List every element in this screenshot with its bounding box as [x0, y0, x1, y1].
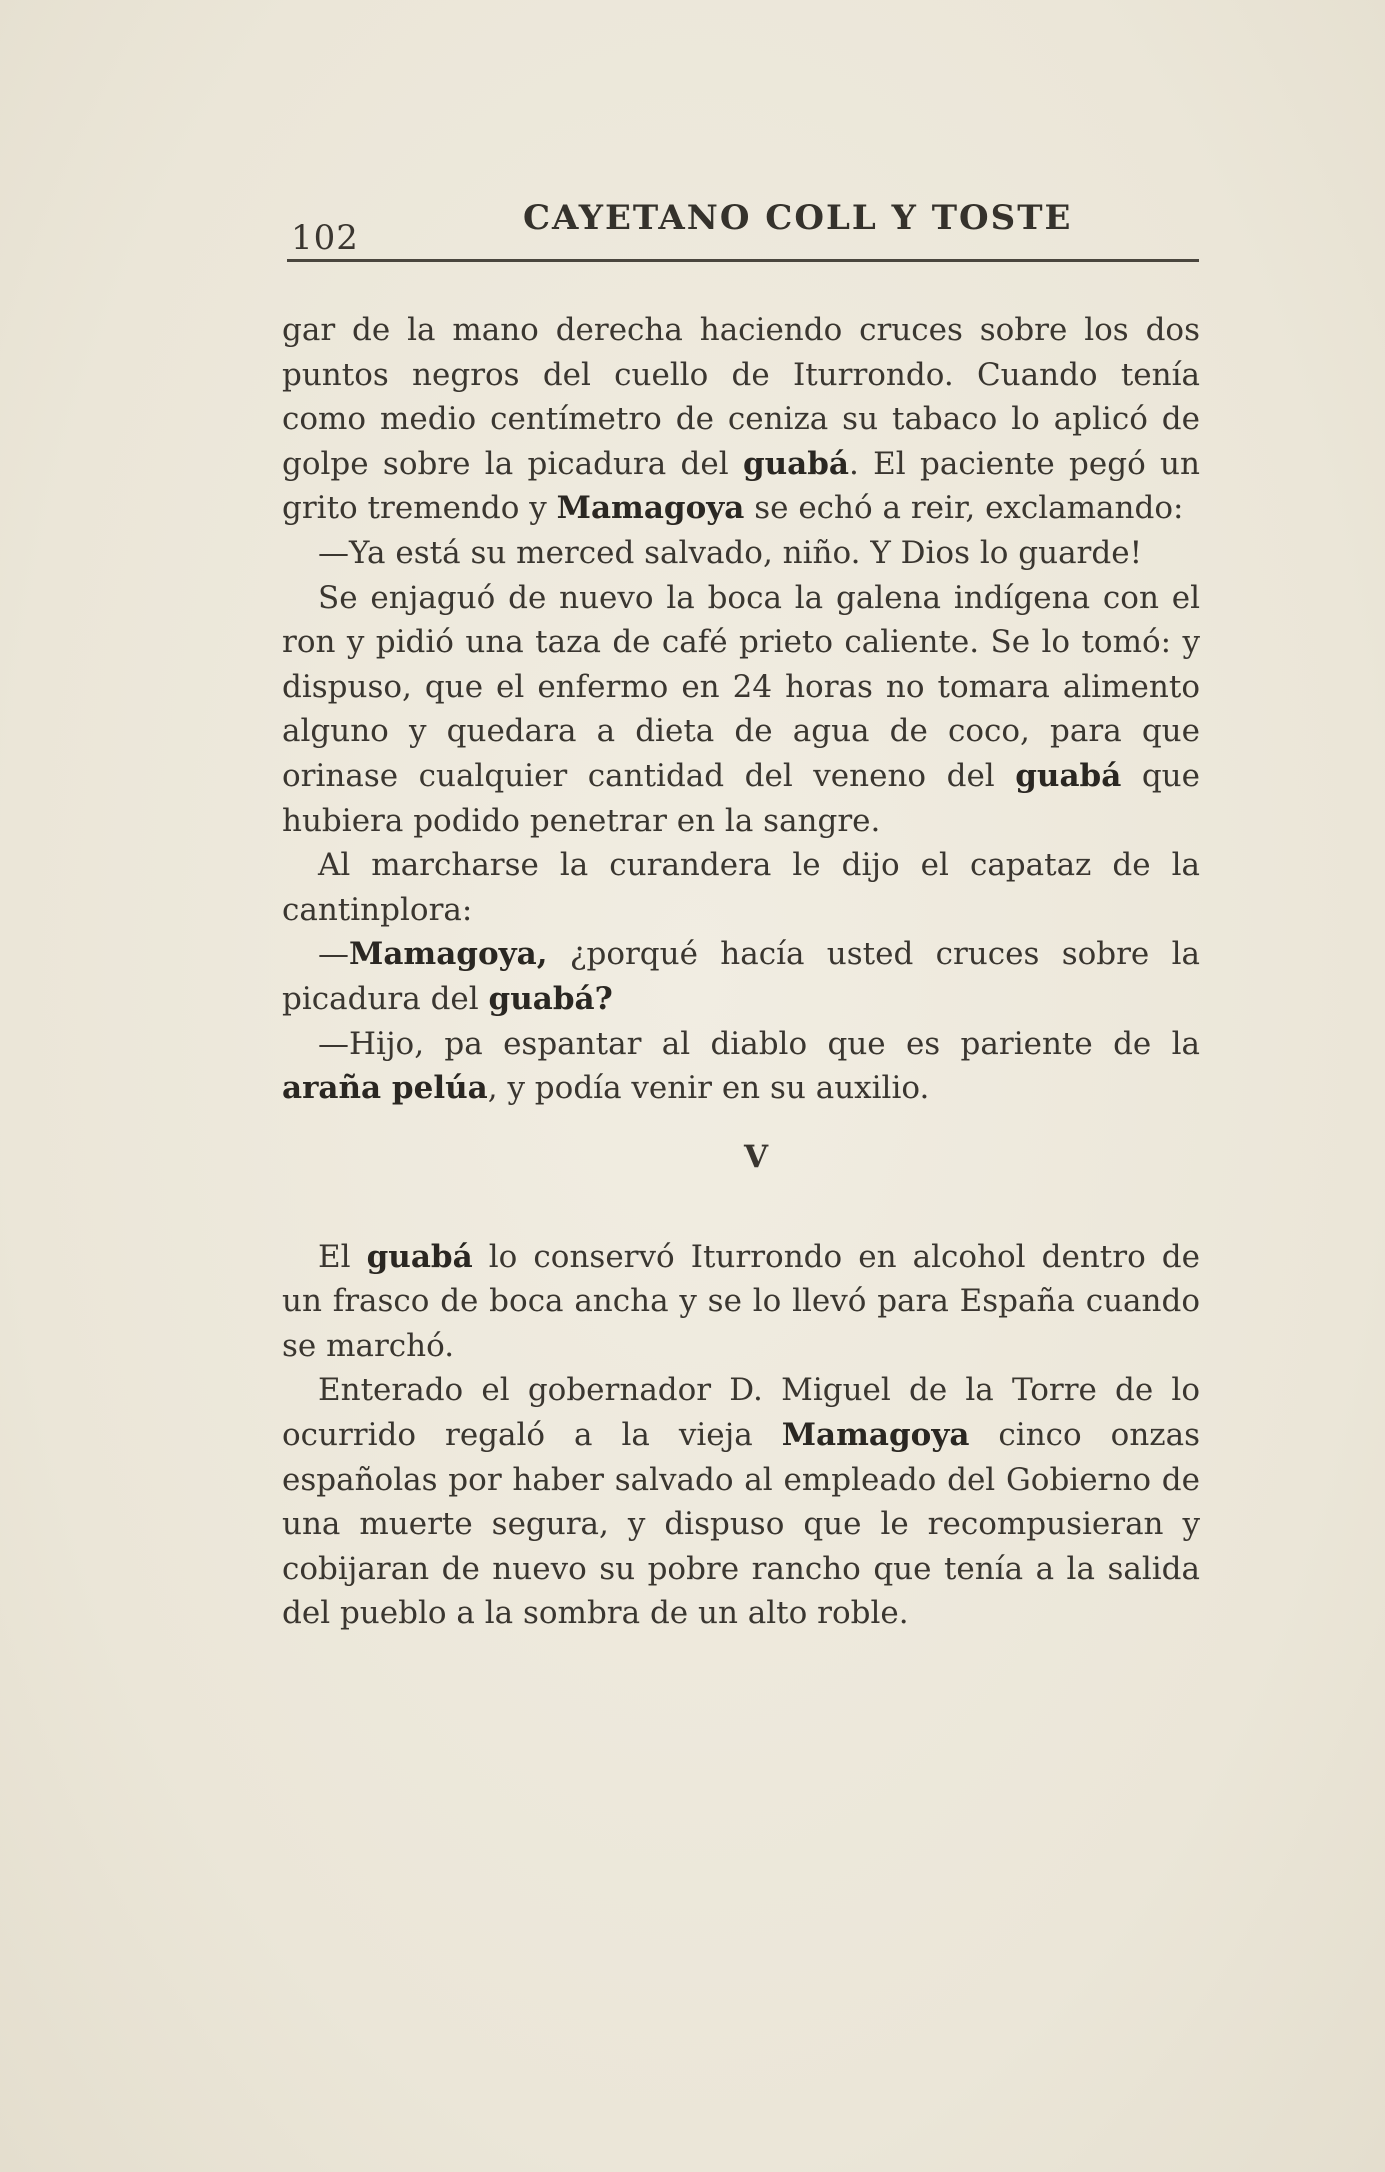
text-run: —: [318, 936, 349, 973]
paragraph: [282, 1368, 1200, 1636]
bold-term: guabá: [742, 445, 850, 482]
text-run: , y podía venir en su auxilio.: [487, 1070, 930, 1107]
text-run: —Hijo, pa espantar al diablo que es pariente de la: [318, 1025, 1200, 1062]
text-run: . El paciente pegó un grito tremendo y: [282, 445, 1200, 527]
paragraph: [282, 1022, 1200, 1111]
bold-term: Mamagoya,: [349, 936, 548, 973]
text-run: se echó a reir, exclamando:: [744, 490, 1184, 527]
paragraph: [282, 531, 1200, 576]
text-run: lo conservó Iturrondo en alcohol dentro de un frasco de boca ancha y se lo llevó para España cuando se marchó.: [282, 1238, 1200, 1364]
text-run: El: [318, 1238, 367, 1275]
bold-term: guabá: [1015, 757, 1122, 794]
page-body: [282, 308, 1200, 1636]
text-run: que hubiera podido penetrar en la sangre.: [282, 757, 1200, 839]
text-run: gar de la mano derecha haciendo cruces sobre los dos puntos negros del cuello de Iturrondo. Cuando tenía como medio centímetro de ceniza su tabaco lo aplicó de golpe sobre la picadura del: [282, 312, 1200, 482]
paragraph: [282, 932, 1200, 1021]
text-run: Enterado el gobernador D. Miguel de la Torre de lo ocurrido regaló a la vieja: [282, 1372, 1200, 1454]
bold-term: Mamagoya: [556, 490, 745, 527]
paragraph: [282, 1235, 1200, 1369]
paragraph: [282, 308, 1200, 531]
header-rule: [287, 259, 1199, 262]
text-run: ¿porqué hacía usted cruces sobre la picadura del: [282, 936, 1200, 1017]
text-run: Se enjaguó de nuevo la boca la galena indígena con el ron y pidió una taza de café prieto caliente. Se lo tomó: y dispuso, que el enfermo en 24 horas no tomara alimento alguno y quedara a dieta de agua de coco, para que orinase cualquier cantidad del veneno del: [282, 579, 1200, 794]
bold-term: araña pelúa: [282, 1070, 488, 1107]
page-header: [287, 188, 1199, 268]
section-heading: V: [743, 1138, 769, 1175]
text-run: cinco onzas españolas por haber salvado al empleado del Gobierno de una muerte segura, y dispuso que le recompusieran y cobijaran de nuevo su pobre rancho que tenía a la salida del pueblo a la sombra de un alto roble.: [282, 1417, 1201, 1632]
bold-term: guabá?: [488, 980, 613, 1017]
paragraph: [282, 576, 1200, 844]
running-head: CAYETANO COLL Y TOSTE: [523, 198, 1073, 238]
bold-term: guabá: [366, 1238, 473, 1275]
text-run: Al marcharse la curandera le dijo el capataz de la cantinplora:: [282, 847, 1200, 928]
page-number: 102: [291, 218, 359, 258]
bold-term: Mamagoya: [781, 1417, 970, 1454]
paragraph: [282, 843, 1200, 932]
text-run: —Ya está su merced salvado, niño. Y Dios lo guarde!: [318, 534, 1143, 571]
